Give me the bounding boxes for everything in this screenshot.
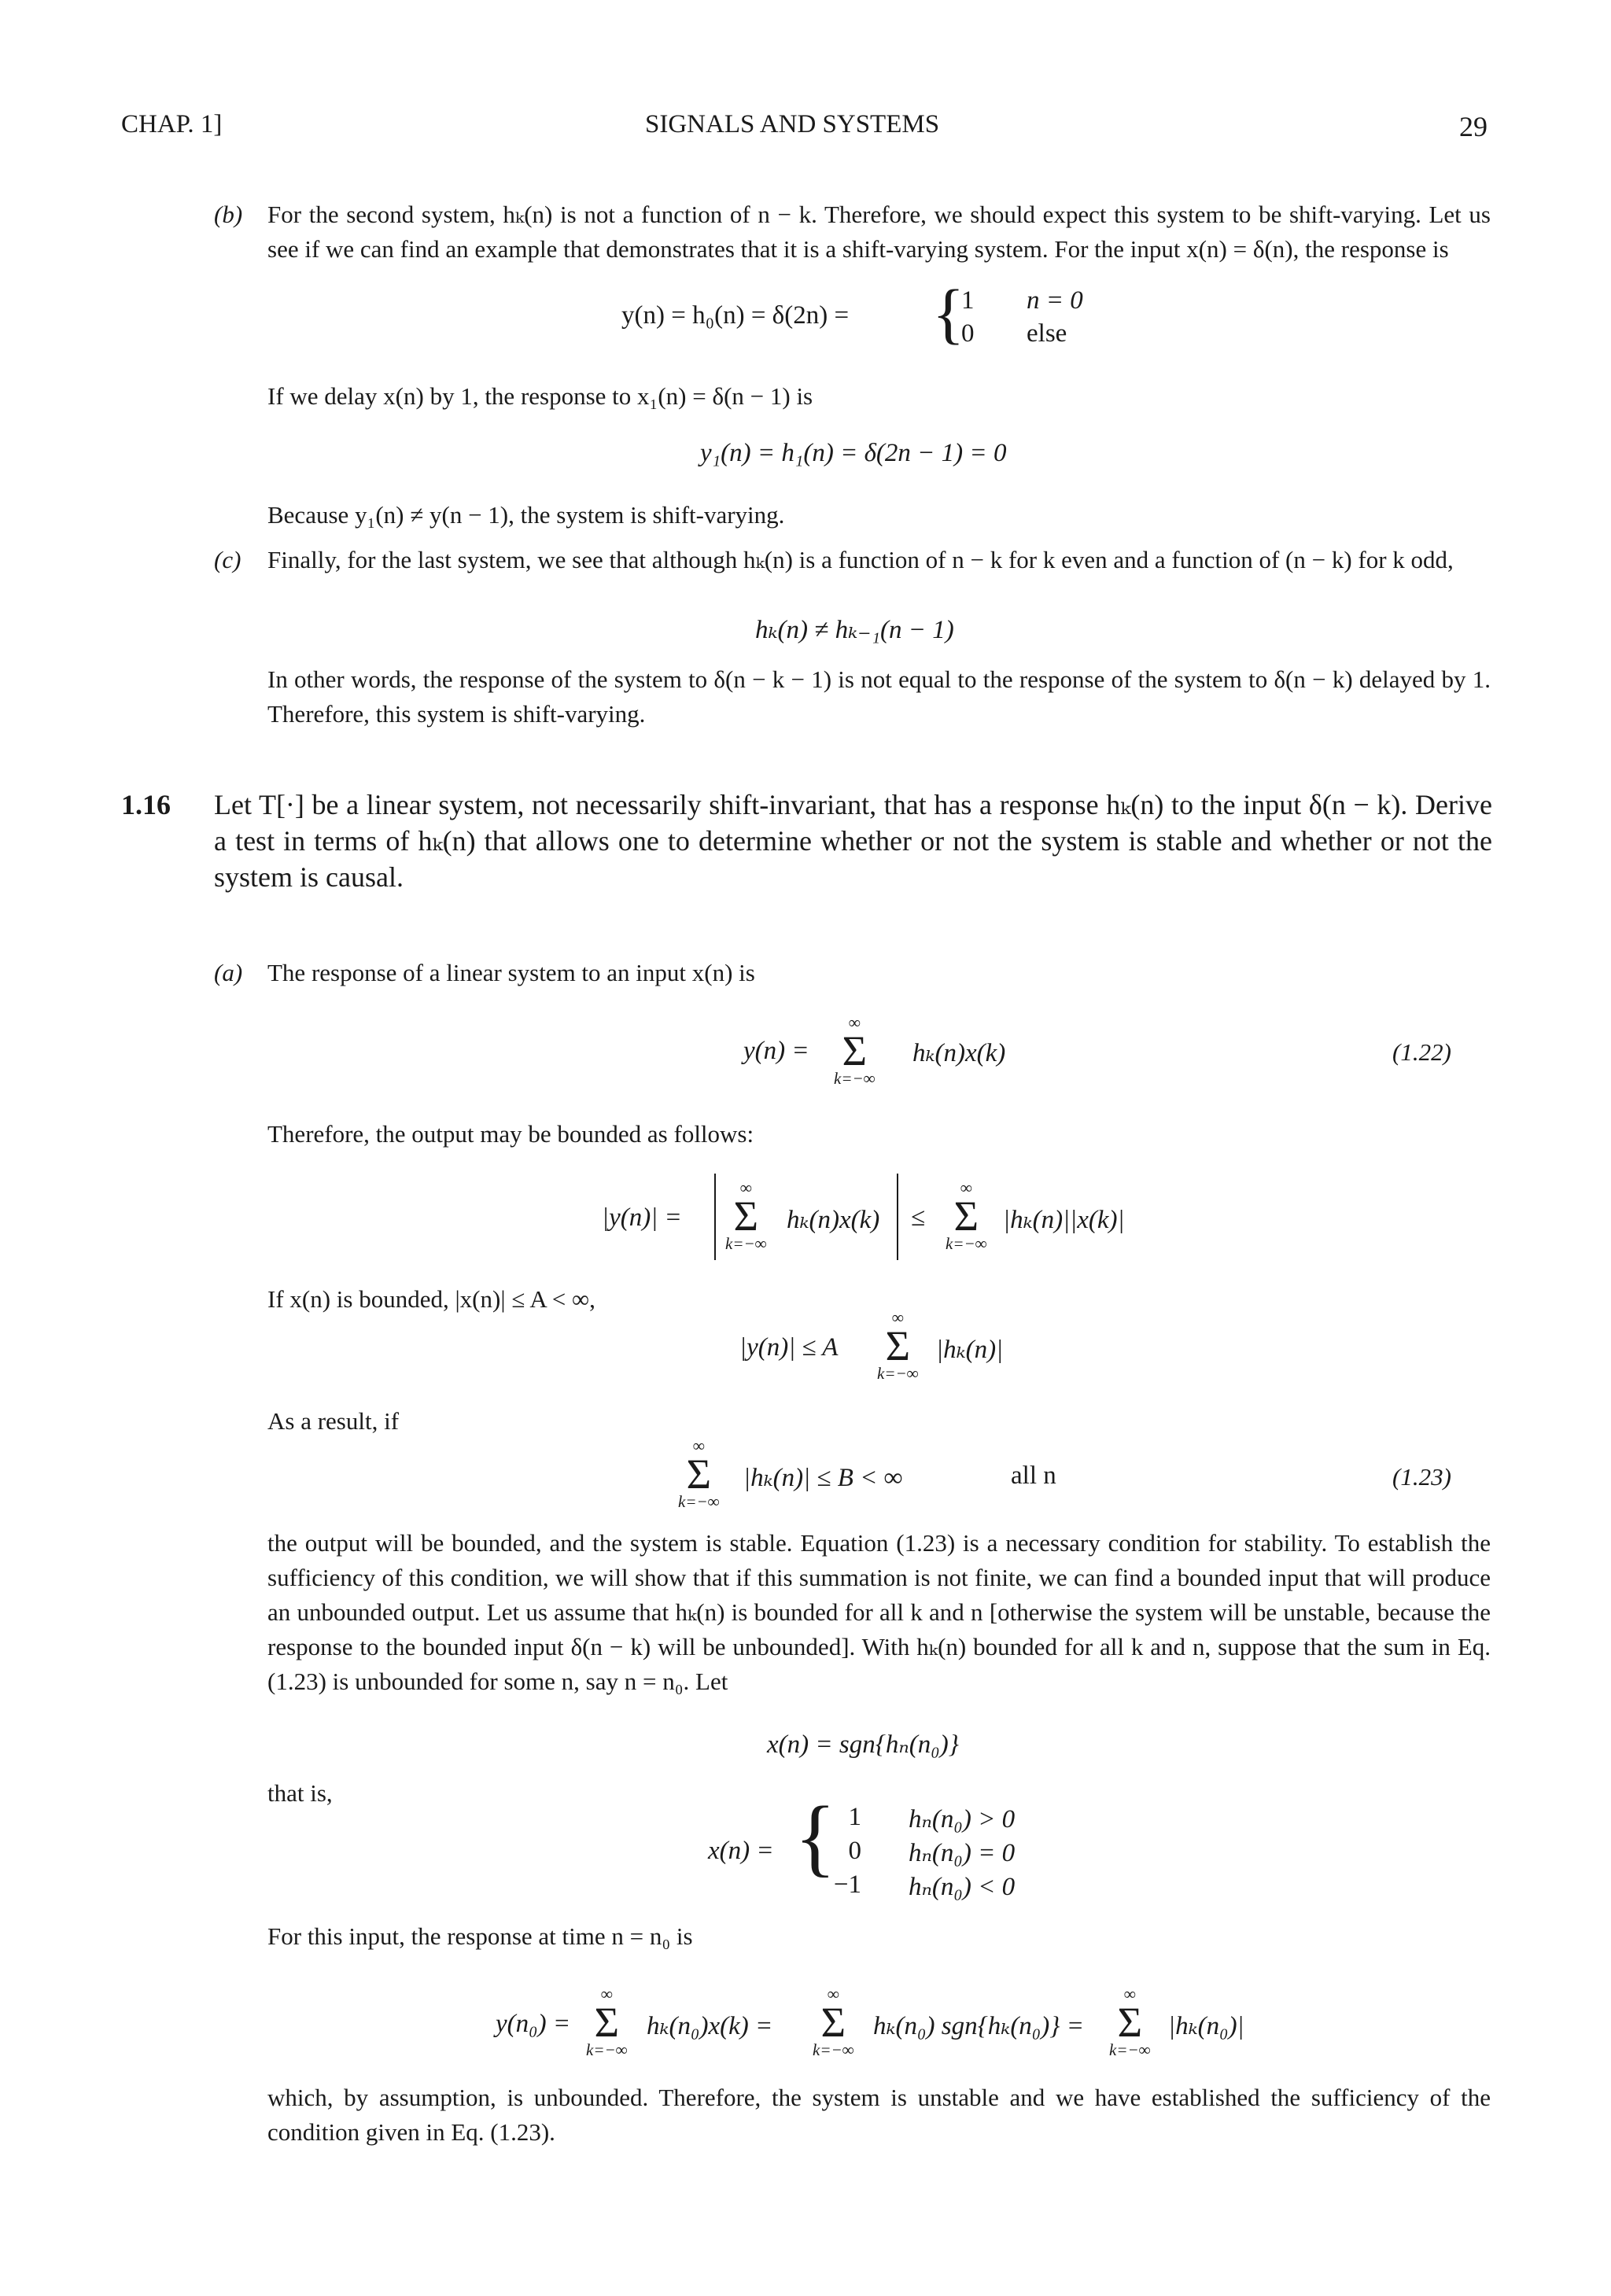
stability-paragraph: the output will be bounded, and the system is stable. Equation (1.23) is a necessary condition for stability. To establish the sufficiency of this condition, we will show that if this summation is not finite, we can find a bounded input that will produce an unbounded output. Let us assume that hₖ(n) is bounded for all k and n [otherwise the system will be unstable, because the response to the bounded input δ(n − k) will be unbounded]. With hₖ(n) bounded for all k and n, suppose that the sum in Eq. (1.23) is unbounded for some n, say n = n₀. Let (267, 1529, 1491, 1695)
sum-symbol: ∞ Σ k=−∞ (877, 1308, 919, 1383)
eq122-lhs: y(n) = (743, 1037, 809, 1065)
ineq2-lhs: |y(n)| ≤ A (739, 1333, 839, 1362)
part-a-label: (a) (214, 959, 243, 986)
case-condition-1: n = 0 (1027, 286, 1083, 315)
ineq-lhs: |y(n)| = (602, 1203, 682, 1232)
case-condition: hₙ(n₀) = 0 (909, 1839, 1016, 1867)
case-value: 0 (848, 1837, 861, 1865)
sum-symbol: ∞ Σ k=−∞ (725, 1178, 767, 1253)
eq122-rhs: hₖ(n)x(k) (912, 1039, 1006, 1067)
part-c-label: (c) (214, 546, 241, 573)
as-result-text: As a result, if (267, 1407, 400, 1435)
case-condition: hₙ(n₀) > 0 (909, 1805, 1016, 1833)
equation-number-1-22: (1.22) (1392, 1038, 1451, 1066)
problem-number: 1.16 (121, 789, 171, 820)
eq123-rhs: |hₖ(n)| ≤ B < ∞ (743, 1464, 903, 1492)
ineq-le: ≤ (911, 1203, 926, 1232)
page-number: 29 (1459, 111, 1488, 142)
equation-hk-neq: hₖ(n) ≠ hₖ₋₁(n − 1) (755, 616, 954, 644)
part-b-label: (b) (214, 201, 243, 228)
abs-bar-right (897, 1174, 898, 1260)
case-brace: { (932, 275, 965, 351)
case-value: 1 (848, 1803, 861, 1831)
running-title: SIGNALS AND SYSTEMS (645, 110, 940, 138)
part-a-intro: The response of a linear system to an input x(n) is (267, 959, 755, 986)
part-c-paragraph-2: In other words, the response of the system to δ(n − k − 1) is not equal to the response of the system to δ(n − k) delayed by 1. Therefore, this system is shift-varying. (267, 665, 1491, 728)
case-value-2: 0 (961, 319, 975, 348)
case-condition: hₙ(n₀) < 0 (909, 1873, 1016, 1901)
final-term-3: |hₖ(n₀)| (1168, 2012, 1244, 2040)
sum-symbol: ∞ Σ k=−∞ (586, 1985, 628, 2059)
xn-lhs: x(n) = (708, 1837, 774, 1865)
sum-symbol: ∞ Σ k=−∞ (813, 1985, 854, 2059)
sum-symbol: ∞ Σ k=−∞ (946, 1178, 987, 1253)
if-bounded-text: If x(n) is bounded, |x(n)| ≤ A < ∞, (267, 1285, 595, 1313)
bounded-text: Therefore, the output may be bounded as follows: (267, 1120, 754, 1148)
that-is-text: that is, (267, 1779, 333, 1807)
sum-symbol: ∞ Σ k=−∞ (1109, 1985, 1151, 2059)
delay-text: If we delay x(n) by 1, the response to x₁(n) = δ(n − 1) is (267, 382, 813, 410)
part-c-paragraph: Finally, for the last system, we see that although hₖ(n) is a function of n − k for k even and a function of (n − k) for k odd, (267, 546, 1454, 573)
eq123-condition: all n (1011, 1461, 1056, 1490)
equation-y-delta-2n: y(n) = h₀(n) = δ(2n) = (621, 301, 850, 330)
sgn-equation: x(n) = sgn{hₙ(n₀)} (767, 1730, 959, 1759)
part-b-conclusion: Because y₁(n) ≠ y(n − 1), the system is shift-varying. (267, 501, 785, 529)
abs-bar-left (714, 1174, 716, 1260)
ineq-mid: hₖ(n)x(k) (787, 1206, 880, 1234)
final-lhs: y(n₀) = (496, 2010, 571, 2038)
case-condition-2: else (1027, 319, 1067, 348)
chapter-label: CHAP. 1] (121, 110, 223, 138)
for-input-text: For this input, the response at time n = n₀ is (267, 1922, 693, 1950)
final-term-1: hₖ(n₀)x(k) = (647, 2012, 773, 2040)
sum-symbol: ∞ Σ k=−∞ (834, 1013, 876, 1088)
part-b-paragraph: For the second system, hₖ(n) is not a function of n − k. Therefore, we should expect this system to be shift-varying. Let us see if we can find an example that demonstrates that it is a shift-varying system. For the input x(n) = δ(n), the response is (267, 201, 1491, 263)
case-value-1: 1 (961, 286, 975, 315)
sum-symbol: ∞ Σ k=−∞ (678, 1436, 720, 1511)
case-brace: { (794, 1789, 836, 1885)
equation-number-1-23: (1.23) (1392, 1463, 1451, 1491)
final-term-2: hₖ(n₀) sgn{hₖ(n₀)} = (873, 2012, 1084, 2040)
closing-paragraph: which, by assumption, is unbounded. Therefore, the system is unstable and we have established the sufficiency of the condition given in Eq. (1.23). (267, 2084, 1491, 2146)
problem-statement: Let T[·] be a linear system, not necessarily shift-invariant, that has a response hₖ(n) to the input δ(n − k). Derive a test in terms of hₖ(n) that allows one to determine whether or not the system is stable and whether or not the system is causal. (214, 789, 1492, 893)
case-value: −1 (833, 1870, 861, 1899)
equation-y1: y₁(n) = h₁(n) = δ(2n − 1) = 0 (700, 439, 1007, 467)
ineq-rhs: |hₖ(n)||x(k)| (1003, 1206, 1125, 1234)
ineq2-rhs: |hₖ(n)| (936, 1336, 1004, 1364)
